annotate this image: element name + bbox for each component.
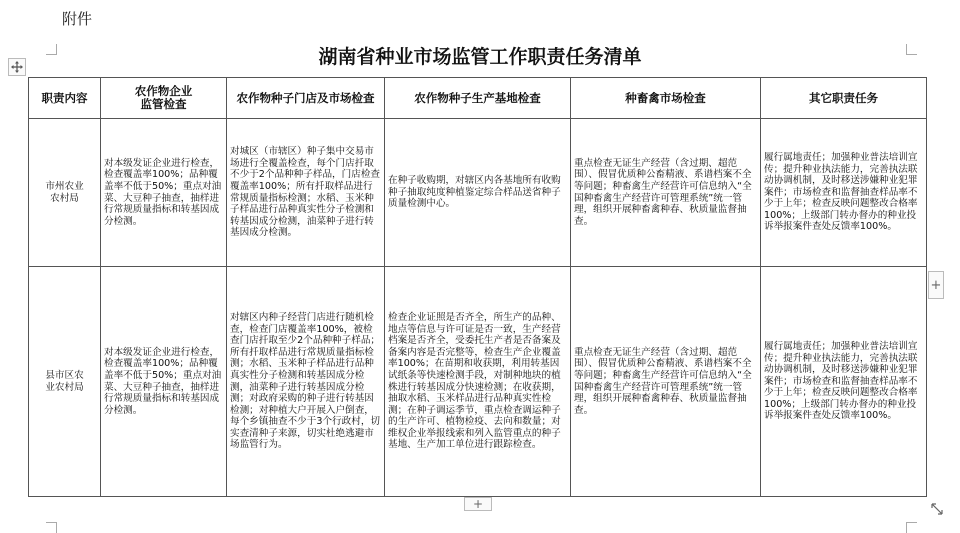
table-cell[interactable]: 履行属地责任；加强种业普法培训宣传；提升种业执法能力，完善执法联动协调机制，及时移送涉嫌种业犯罪案件；市场检查和监督抽查样品率不少于上年；检查反映问题整改合格率100%；上级部门转办督办的种业投诉举报案件查处反馈率100%。 xyxy=(761,119,927,267)
add-column-button[interactable] xyxy=(928,271,944,299)
table-cell[interactable]: 对本级发证企业进行检查，检查覆盖率100%；品种覆盖率不低于50%；重点对油菜、大豆种子抽查，抽样进行常规质量指标和转基因成分检测。 xyxy=(101,267,227,497)
table-cell[interactable]: 对城区（市辖区）种子集中交易市场进行全覆盖检查，每个门店扦取不少于2个品种种子样品，门店检查覆盖率100%；所有扦取样品进行常规质量指标检测；水稻、玉米种子样品进行品种真实性分子检测和转基因成分检测，油菜种子进行转基因成分检测。 xyxy=(227,119,385,267)
table-cell[interactable]: 对本级发证企业进行检查，检查覆盖率100%；品种覆盖率不低于50%；重点对油菜、大豆种子抽查，抽样进行常规质量指标和转基因成分检测。 xyxy=(101,119,227,267)
table-row xyxy=(29,267,927,497)
document-title: 湖南省种业市场监管工作职责任务清单 xyxy=(318,46,642,68)
header-cell: 职责内容 xyxy=(29,78,101,119)
table-cell[interactable]: 对辖区内种子经营门店进行随机检查，检查门店覆盖率100%，被检查门店扦取至少2个品种种子样品；所有扦取样品进行常规质量指标检测；水稻、玉米种子样品进行品种真实性分子检测和转基因成分检测，油菜种子进行转基因成分检测；对政府采购的种子进行转基因检测；对种植大户开展入户倒查，每个乡镇抽查不少于3个行政村，切实查清种子来源，切实杜绝逃避市场监管行为。 xyxy=(227,267,385,497)
role-cell[interactable]: 市州农业 农村局 xyxy=(29,119,101,267)
header-cell: 农作物种子生产基地检查 xyxy=(385,78,571,119)
table-cell[interactable]: 履行属地责任；加强种业普法培训宣传；提升种业执法能力，完善执法联动协调机制，及时移送涉嫌种业犯罪案件；市场检查和监督抽查样品率不少于上年；检查反映问题整改合格率100%；上级部门转办督办的种业投诉举报案件查处反馈率100%。 xyxy=(761,267,927,497)
plus-icon: + xyxy=(930,277,942,293)
header-cell: 农作物种子门店及市场检查 xyxy=(227,78,385,119)
add-row-button[interactable] xyxy=(464,497,492,511)
table-cell[interactable]: 检查企业证照是否齐全，所生产的品种、地点等信息与许可证是否一致，生产经营档案是否齐全，受委托生产者是否备案及备案内容是否完整等，检查生产企业覆盖率100%；在苗期和收获期，利用转基因试纸条等快速检测手段，对制种地块的植株进行转基因成分快速检测；在收获期，抽取水稻、玉米样品进行品种真实性检测；在种子调运季节，重点检查调运种子的生产许可、植物检疫、去向和数量；对维权企业举报线索和列入监管重点的种子基地、生产加工单位进行跟踪检查。 xyxy=(385,267,571,497)
move-icon xyxy=(11,61,23,73)
table-resize-icon[interactable] xyxy=(928,500,946,518)
duty-table xyxy=(28,77,927,497)
resize-icon xyxy=(931,503,943,515)
header-cell: 农作物企业 监管检查 xyxy=(101,78,227,119)
page-corner-mark xyxy=(46,522,57,533)
role-cell[interactable]: 县市区农 业农村局 xyxy=(29,267,101,497)
table-row xyxy=(29,119,927,267)
table-cell[interactable]: 重点检查无证生产经营（含过期、超范围）、假冒优质种公畜精液、系谱档案不全等问题；种畜禽生产经营许可信息纳入“全国种畜禽生产经营许可管理系统”统一管理，组织开展种畜禽种春、秋质量监督抽查。 xyxy=(571,119,761,267)
page-corner-mark xyxy=(906,522,917,533)
attachment-label: 附件 xyxy=(62,10,93,28)
table-cell[interactable]: 在种子收购期，对辖区内各基地所有收购种子抽取纯度种植鉴定综合样品送省种子质量检测中心。 xyxy=(385,119,571,267)
header-cell: 其它职责任务 xyxy=(761,78,927,119)
plus-icon: + xyxy=(472,497,484,511)
table-cell[interactable]: 重点检查无证生产经营（含过期、超范围）、假冒优质种公畜精液、系谱档案不全等问题；种畜禽生产经营许可信息纳入“全国种畜禽生产经营许可管理系统”统一管理，组织开展种畜禽种春、秋质量监督抽查。 xyxy=(571,267,761,497)
table-header-row xyxy=(29,78,927,119)
header-cell: 种畜禽市场检查 xyxy=(571,78,761,119)
table-move-icon[interactable] xyxy=(8,58,26,76)
